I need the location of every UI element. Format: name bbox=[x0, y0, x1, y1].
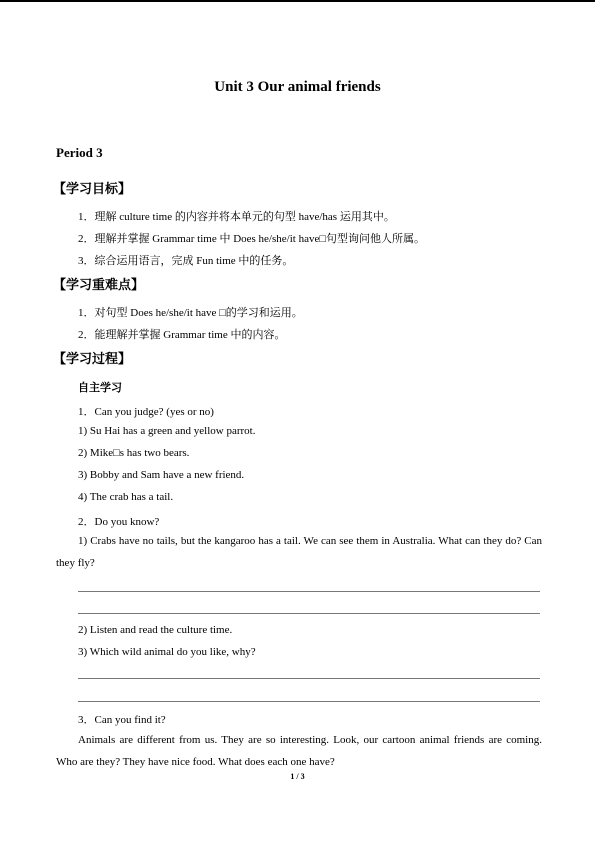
q2-item-2: 2) Listen and read the culture time. bbox=[78, 624, 233, 636]
section-process: 【学习过程】 bbox=[53, 352, 132, 367]
answer-line[interactable] bbox=[78, 701, 540, 702]
objective-1: 1．理解 culture time 的内容并将本单元的句型 have/has 运用其中。 bbox=[78, 211, 395, 223]
period-heading: Period 3 bbox=[56, 145, 103, 160]
self-study-heading: 自主学习 bbox=[78, 381, 122, 394]
objective-2: 2．理解并掌握 Grammar time 中 Does he/she/it have□句型询问他人所属。 bbox=[78, 233, 425, 245]
page-number: 1 / 3 bbox=[290, 772, 305, 781]
q1-item-4: 4) The crab has a tail. bbox=[78, 491, 174, 503]
page-title: Unit 3 Our animal friends bbox=[214, 79, 381, 95]
q2-item-3: 3) Which wild animal do you like, why? bbox=[78, 646, 256, 658]
answer-line[interactable] bbox=[78, 678, 540, 679]
key-point-2: 2．能理解并掌握 Grammar time 中的内容。 bbox=[78, 329, 286, 341]
q2-item-1: 1) Crabs have no tails, but the kangaroo has a tail. We can see them in Australia. What can they do? Can they fly? bbox=[56, 535, 542, 569]
q1-item-1: 1) Su Hai has a green and yellow parrot. bbox=[78, 425, 256, 437]
q1-item-3: 3) Bobby and Sam have a new friend. bbox=[78, 469, 245, 481]
answer-line[interactable] bbox=[78, 591, 540, 592]
key-point-1: 1．对句型 Does he/she/it have □的学习和运用。 bbox=[78, 307, 303, 319]
section-key-points: 【学习重难点】 bbox=[53, 278, 145, 293]
top-border bbox=[0, 0, 595, 2]
objective-3: 3．综合运用语言，完成 Fun time 中的任务。 bbox=[78, 255, 294, 267]
section-objectives: 【学习目标】 bbox=[53, 182, 132, 197]
q3-heading: 3．Can you find it? bbox=[78, 714, 166, 726]
q2-heading: 2．Do you know? bbox=[78, 516, 160, 528]
q3-paragraph: Animals are different from us. They are so interesting. Look, our cartoon animal friends are coming. Who are they? They have nice food. What does each one have? bbox=[56, 734, 542, 768]
answer-line[interactable] bbox=[78, 613, 540, 614]
q1-item-2: 2) Mike□s has two bears. bbox=[78, 447, 190, 459]
q1-heading: 1．Can you judge? (yes or no) bbox=[78, 406, 214, 418]
